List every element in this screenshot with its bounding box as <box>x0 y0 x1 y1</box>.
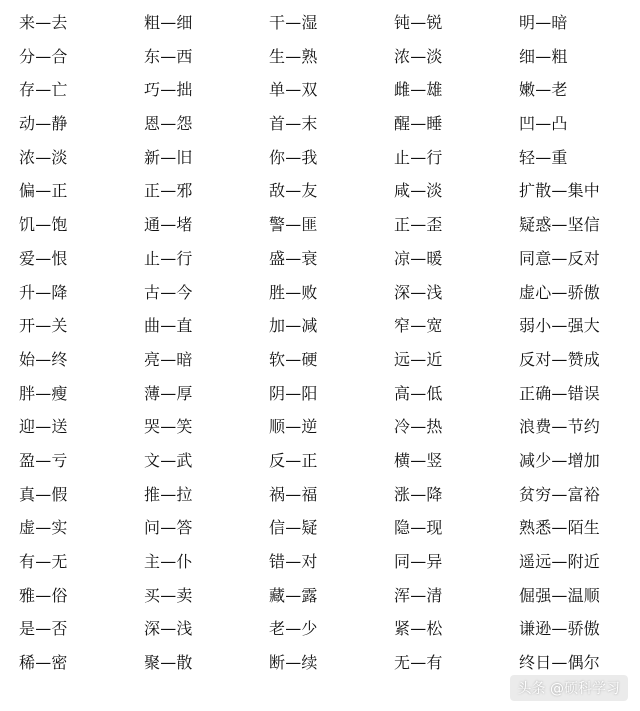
antonym-grid <box>19 6 629 676</box>
antonym-pair: 窄—宽 <box>394 316 443 336</box>
antonym-pair: 是—否 <box>19 619 68 639</box>
antonym-pair: 生—熟 <box>269 46 318 66</box>
antonym-pair: 雅—俗 <box>19 585 68 605</box>
antonym-pair: 涨—降 <box>394 484 443 504</box>
antonym-pair: 止—行 <box>394 147 443 167</box>
antonym-pair: 恩—怨 <box>144 114 193 134</box>
antonym-pair: 扩散—集中 <box>519 181 601 201</box>
antonym-pair: 止—行 <box>144 248 193 268</box>
table-row <box>19 343 629 377</box>
antonym-pair: 动—静 <box>19 114 68 134</box>
antonym-pair: 浓—淡 <box>394 46 443 66</box>
antonym-pair: 干—湿 <box>269 13 318 32</box>
antonym-pair: 真—假 <box>19 484 68 504</box>
antonym-pair: 弱小—强大 <box>519 316 601 336</box>
antonym-pair: 单—双 <box>269 80 318 100</box>
antonym-pair: 隐—现 <box>394 518 443 538</box>
watermark <box>510 675 628 701</box>
antonym-pair: 同意—反对 <box>519 248 601 268</box>
antonym-pair: 加—减 <box>269 316 318 336</box>
antonym-pair: 胖—瘦 <box>19 383 68 403</box>
antonym-pair: 浪费—节约 <box>519 417 601 437</box>
antonym-pair: 虚心—骄傲 <box>519 282 601 302</box>
antonym-pair: 正—歪 <box>394 215 443 235</box>
antonym-pair: 终日—偶尔 <box>519 653 601 673</box>
antonym-pair: 你—我 <box>269 147 318 167</box>
antonym-pair: 警—匪 <box>269 215 318 235</box>
antonym-pair: 推—拉 <box>144 484 193 504</box>
table-row <box>19 40 629 74</box>
antonym-pair: 遥远—附近 <box>519 552 601 571</box>
antonym-pair: 盛—衰 <box>269 248 318 268</box>
antonym-pair: 软—硬 <box>269 349 318 369</box>
antonym-pair: 贫穷—富裕 <box>519 484 601 504</box>
antonym-pair: 同—异 <box>394 552 443 571</box>
antonym-pair: 冷—热 <box>394 417 443 437</box>
antonym-pair: 首—末 <box>269 114 318 134</box>
table-row <box>19 107 629 141</box>
table-row <box>19 579 629 613</box>
antonym-pair: 升—降 <box>19 282 68 302</box>
table-row <box>19 242 629 276</box>
antonym-pair: 谦逊—骄傲 <box>519 619 601 639</box>
antonym-pair: 老—少 <box>269 619 318 639</box>
antonym-pair: 薄—厚 <box>144 383 193 403</box>
antonym-pair: 凉—暖 <box>394 248 443 268</box>
antonym-pair: 迎—送 <box>19 417 68 437</box>
antonym-pair: 粗—细 <box>144 13 193 32</box>
table-row <box>19 73 629 107</box>
antonym-pair: 轻—重 <box>519 147 568 167</box>
table-row <box>19 478 629 512</box>
antonym-pair: 偏—正 <box>19 181 68 201</box>
antonym-pair: 饥—饱 <box>19 215 68 235</box>
antonym-pair: 正—邪 <box>144 181 193 201</box>
table-row <box>19 377 629 411</box>
antonym-pair: 咸—淡 <box>394 181 443 201</box>
antonym-pair: 顺—逆 <box>269 417 318 437</box>
antonym-pair: 错—对 <box>269 552 318 571</box>
antonym-pair: 倔强—温顺 <box>519 585 601 605</box>
antonym-pair: 来—去 <box>19 13 68 32</box>
antonym-pair: 盈—亏 <box>19 450 68 470</box>
antonym-pair: 深—浅 <box>394 282 443 302</box>
antonym-pair: 存—亡 <box>19 80 68 100</box>
antonym-pair: 嫩—老 <box>519 80 568 100</box>
antonym-pair: 紧—松 <box>394 619 443 639</box>
table-row <box>19 174 629 208</box>
antonym-pair: 雌—雄 <box>394 80 443 100</box>
antonym-pair: 反—正 <box>269 450 318 470</box>
antonym-pair: 分—合 <box>19 46 68 66</box>
antonym-pair: 主—仆 <box>144 552 193 571</box>
antonym-pair: 祸—福 <box>269 484 318 504</box>
antonym-pair: 正确—错误 <box>519 383 601 403</box>
antonym-pair: 浓—淡 <box>19 147 68 167</box>
table-row <box>19 208 629 242</box>
antonym-pair: 巧—拙 <box>144 80 193 100</box>
antonym-pair: 藏—露 <box>269 585 318 605</box>
table-row <box>19 6 629 40</box>
antonym-pair: 东—西 <box>144 46 193 66</box>
antonym-pair: 醒—睡 <box>394 114 443 134</box>
antonym-pair: 买—卖 <box>144 585 193 605</box>
antonym-pair: 爱—恨 <box>19 248 68 268</box>
table-row <box>19 410 629 444</box>
antonym-pair: 明—暗 <box>519 13 568 32</box>
antonym-pair: 敌—友 <box>269 181 318 201</box>
antonym-pair: 哭—笑 <box>144 417 193 437</box>
antonym-pair: 反对—赞成 <box>519 349 601 369</box>
table-row <box>19 309 629 343</box>
table-row <box>19 444 629 478</box>
antonym-pair: 浑—清 <box>394 585 443 605</box>
antonym-pair: 熟悉—陌生 <box>519 518 601 538</box>
antonym-pair: 横—竖 <box>394 450 443 470</box>
antonym-pair: 开—关 <box>19 316 68 336</box>
table-row <box>19 276 629 310</box>
antonym-pair: 远—近 <box>394 349 443 369</box>
table-row <box>19 511 629 545</box>
antonym-pair: 问—答 <box>144 518 193 538</box>
antonym-pair: 细—粗 <box>519 46 568 66</box>
antonym-pair: 新—旧 <box>144 147 193 167</box>
antonym-pair: 钝—锐 <box>394 13 443 32</box>
antonym-pair: 疑惑—坚信 <box>519 215 601 235</box>
table-row <box>19 141 629 175</box>
antonym-pair: 始—终 <box>19 349 68 369</box>
antonym-pair: 文—武 <box>144 450 193 470</box>
antonym-pair: 亮—暗 <box>144 349 193 369</box>
antonym-pair: 稀—密 <box>19 653 68 673</box>
antonym-pair: 阴—阳 <box>269 383 318 403</box>
antonym-pair: 无—有 <box>394 653 443 673</box>
antonym-pair: 凹—凸 <box>519 114 568 134</box>
antonym-pair: 通—堵 <box>144 215 193 235</box>
antonym-pair: 聚—散 <box>144 653 193 673</box>
antonym-pair: 信—疑 <box>269 518 318 538</box>
watermark-text: 头条 @硕科学习 <box>517 681 620 697</box>
antonym-pair: 断—续 <box>269 653 318 673</box>
antonym-pair: 有—无 <box>19 552 68 571</box>
antonym-pair: 古—今 <box>144 282 193 302</box>
antonym-pair: 虚—实 <box>19 518 68 538</box>
antonym-pair: 胜—败 <box>269 282 318 302</box>
antonym-pair: 高—低 <box>394 383 443 403</box>
table-row <box>19 612 629 646</box>
table-row <box>19 545 629 579</box>
antonym-pair: 减少—增加 <box>519 450 601 470</box>
antonym-pair: 曲—直 <box>144 316 193 336</box>
antonym-pair: 深—浅 <box>144 619 193 639</box>
